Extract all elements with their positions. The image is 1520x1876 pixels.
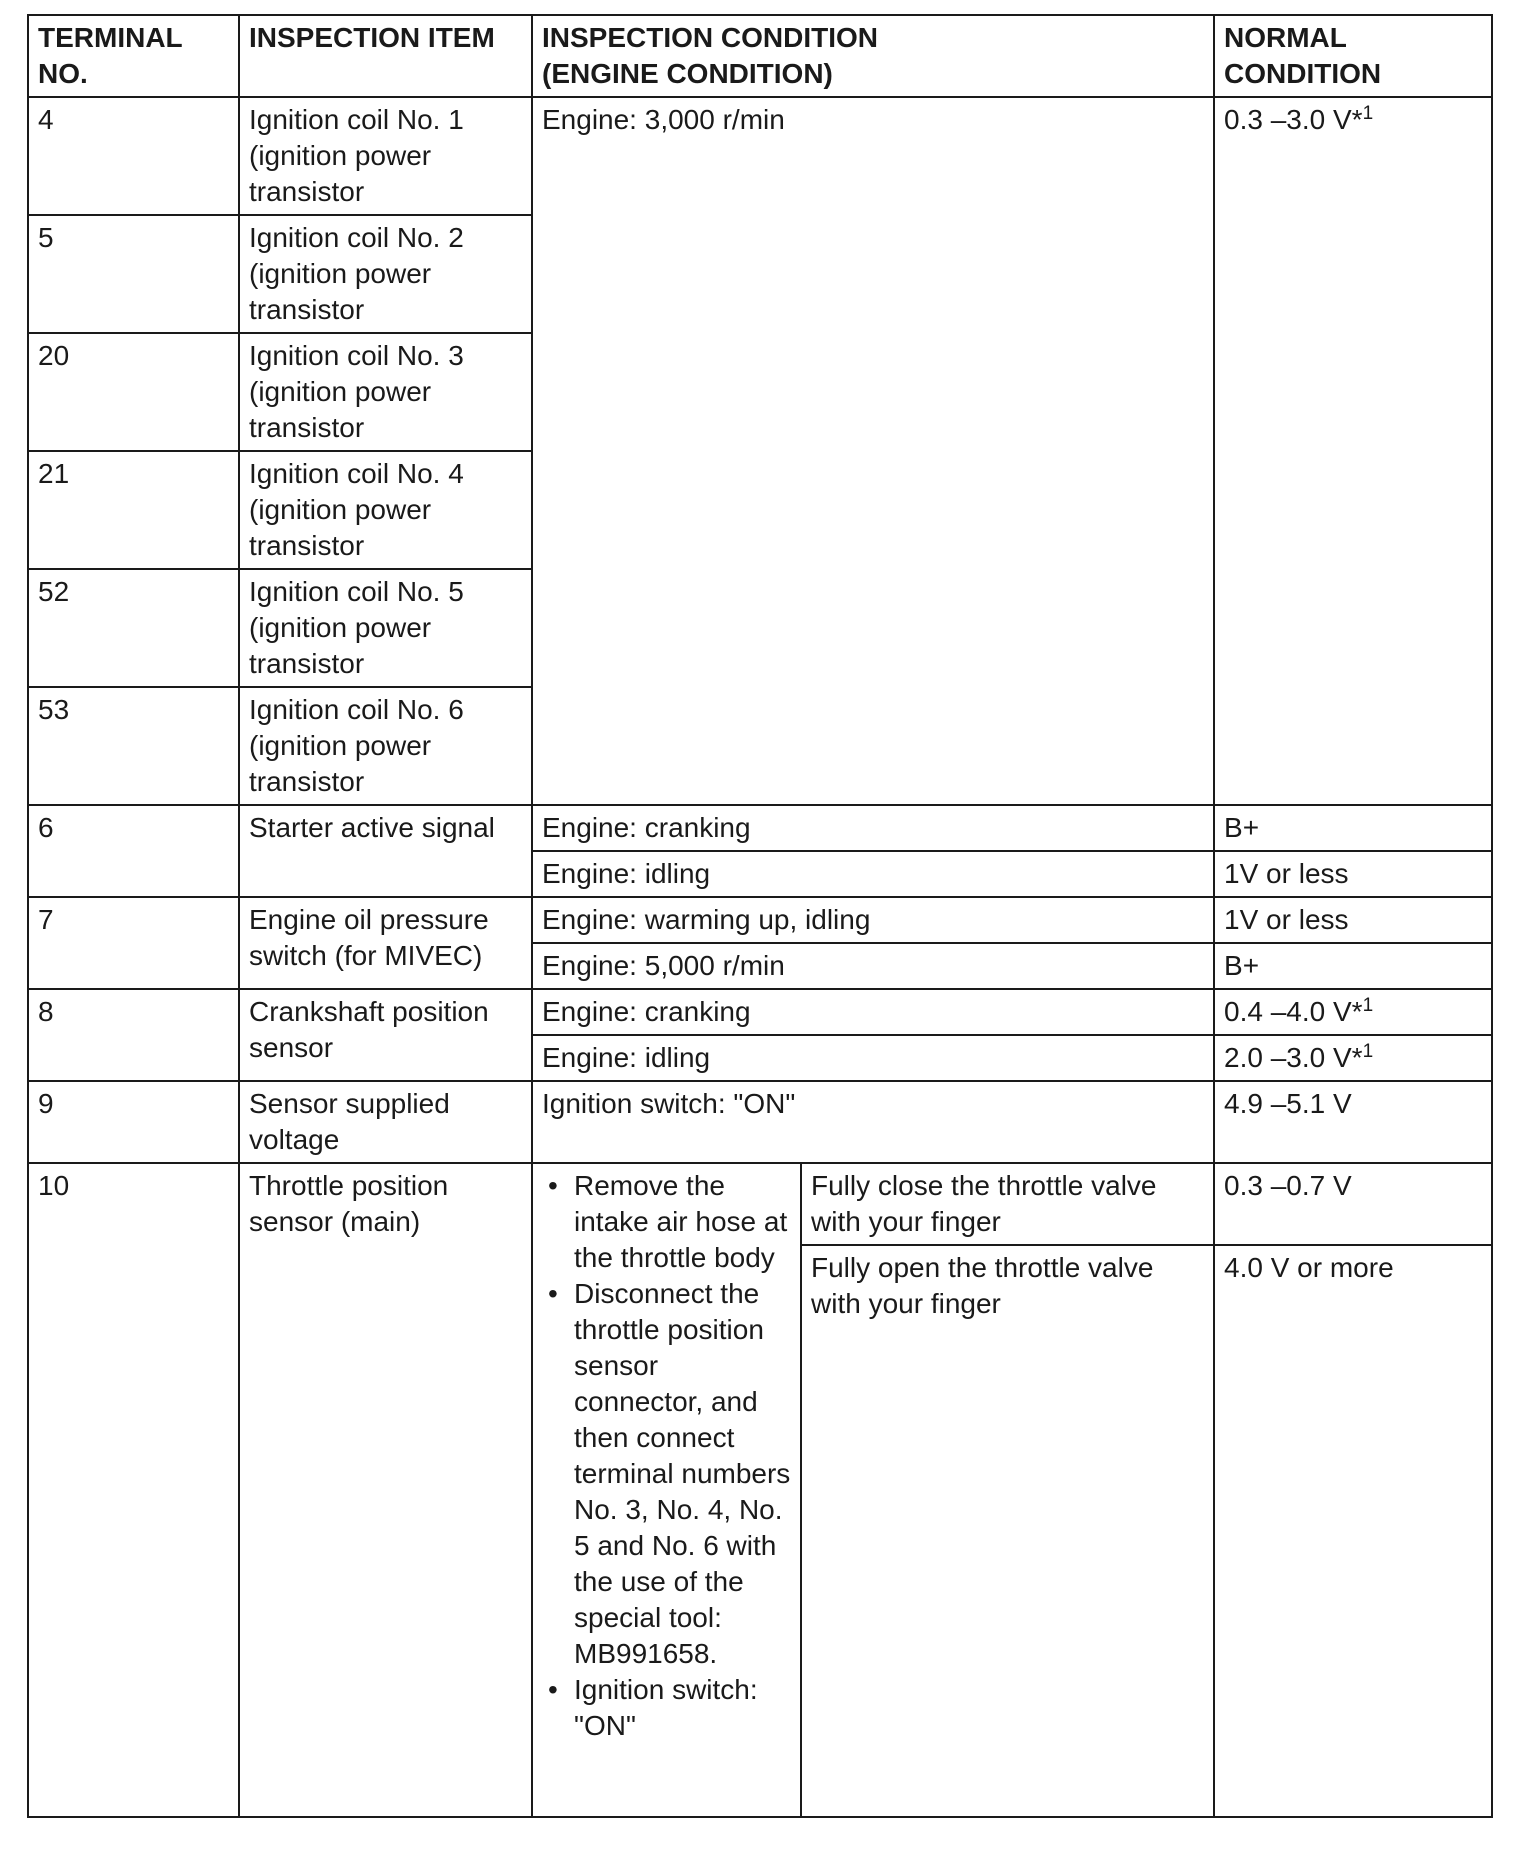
normal-cell: B+ xyxy=(1214,805,1492,851)
header-normal-condition: NORMAL CONDITION xyxy=(1214,15,1492,97)
normal-cell: 4.9 –5.1 V xyxy=(1214,1081,1492,1163)
list-item: • Remove the intake air hose at the throttle body xyxy=(574,1168,791,1276)
header-terminal: TERMINAL NO. xyxy=(28,15,239,97)
coil-normal-value: 0.3 –3.0 V* xyxy=(1224,104,1363,135)
condition-cell: Fully open the throttle valve with your finger xyxy=(801,1245,1214,1817)
coil-condition-cell: Engine: 3,000 r/min xyxy=(532,97,1214,805)
condition-cell: Ignition switch: "ON" xyxy=(532,1081,1214,1163)
normal-cell: 0.3 –0.7 V xyxy=(1214,1163,1492,1245)
inspection-item-cell: Sensor supplied voltage xyxy=(239,1081,532,1163)
normal-cell: 1V or less xyxy=(1214,851,1492,897)
normal-value: 2.0 –3.0 V* xyxy=(1224,1042,1363,1073)
inspection-item-cell: Engine oil pressure switch (for MIVEC) xyxy=(239,897,532,989)
terminal-cell: 6 xyxy=(28,805,239,897)
procedure-cell xyxy=(532,1163,801,1817)
condition-cell: Engine: warming up, idling xyxy=(532,897,1214,943)
terminal-cell: 7 xyxy=(28,897,239,989)
terminal-cell: 52 xyxy=(28,569,239,687)
terminal-cell: 4 xyxy=(28,97,239,215)
table-row xyxy=(28,805,1492,851)
normal-cell: 4.0 V or more xyxy=(1214,1245,1492,1817)
inspection-item-cell: Ignition coil No. 3 (ignition power transistor xyxy=(239,333,532,451)
normal-value: 0.4 –4.0 V* xyxy=(1224,996,1363,1027)
table-row xyxy=(28,1081,1492,1163)
footnote-marker: 1 xyxy=(1362,1041,1374,1062)
terminal-cell: 8 xyxy=(28,989,239,1081)
condition-cell: Fully close the throttle valve with your finger xyxy=(801,1163,1214,1245)
condition-cell: Engine: 5,000 r/min xyxy=(532,943,1214,989)
condition-cell: Engine: cranking xyxy=(532,805,1214,851)
inspection-item-cell: Ignition coil No. 2 (ignition power transistor xyxy=(239,215,532,333)
normal-cell: B+ xyxy=(1214,943,1492,989)
list-item: • Ignition switch: "ON" xyxy=(574,1672,791,1744)
condition-cell: Engine: idling xyxy=(532,1035,1214,1081)
table-row xyxy=(28,97,1492,215)
header-inspection-condition xyxy=(532,15,1214,97)
header-inspection-item: INSPECTION ITEM xyxy=(239,15,532,97)
terminal-cell: 10 xyxy=(28,1163,239,1817)
inspection-item-cell: Ignition coil No. 1 (ignition power transistor xyxy=(239,97,532,215)
condition-cell: Engine: idling xyxy=(532,851,1214,897)
table-row xyxy=(28,989,1492,1035)
footnote-marker: 1 xyxy=(1362,995,1374,1016)
terminal-cell: 53 xyxy=(28,687,239,805)
inspection-item-cell: Starter active signal xyxy=(239,805,532,897)
inspection-item-cell: Ignition coil No. 4 (ignition power transistor xyxy=(239,451,532,569)
terminal-cell: 21 xyxy=(28,451,239,569)
inspection-item-cell: Throttle position sensor (main) xyxy=(239,1163,532,1817)
terminal-inspection-table xyxy=(27,14,1493,1818)
terminal-cell: 5 xyxy=(28,215,239,333)
inspection-item-cell: Crankshaft position sensor xyxy=(239,989,532,1081)
inspection-item-cell: Ignition coil No. 6 (ignition power transistor xyxy=(239,687,532,805)
inspection-item-cell: Ignition coil No. 5 (ignition power transistor xyxy=(239,569,532,687)
normal-cell: 1V or less xyxy=(1214,897,1492,943)
table-row xyxy=(28,1163,1492,1245)
normal-cell xyxy=(1214,989,1492,1035)
normal-cell xyxy=(1214,1035,1492,1081)
header-condition-line2: (ENGINE CONDITION) xyxy=(542,58,833,89)
terminal-cell: 20 xyxy=(28,333,239,451)
condition-cell: Engine: cranking xyxy=(532,989,1214,1035)
list-item: • Disconnect the throttle position sensor connector, and then connect terminal numbers No. 3, No. 4, No. 5 and No. 6 with the use of the special tool: MB991658. xyxy=(574,1276,791,1672)
footnote-marker: 1 xyxy=(1362,103,1374,124)
header-condition-line1: INSPECTION CONDITION xyxy=(542,22,879,53)
procedure-list xyxy=(542,1168,791,1744)
coil-normal-cell xyxy=(1214,97,1492,805)
table-row xyxy=(28,897,1492,943)
header-row xyxy=(28,15,1492,97)
terminal-cell: 9 xyxy=(28,1081,239,1163)
